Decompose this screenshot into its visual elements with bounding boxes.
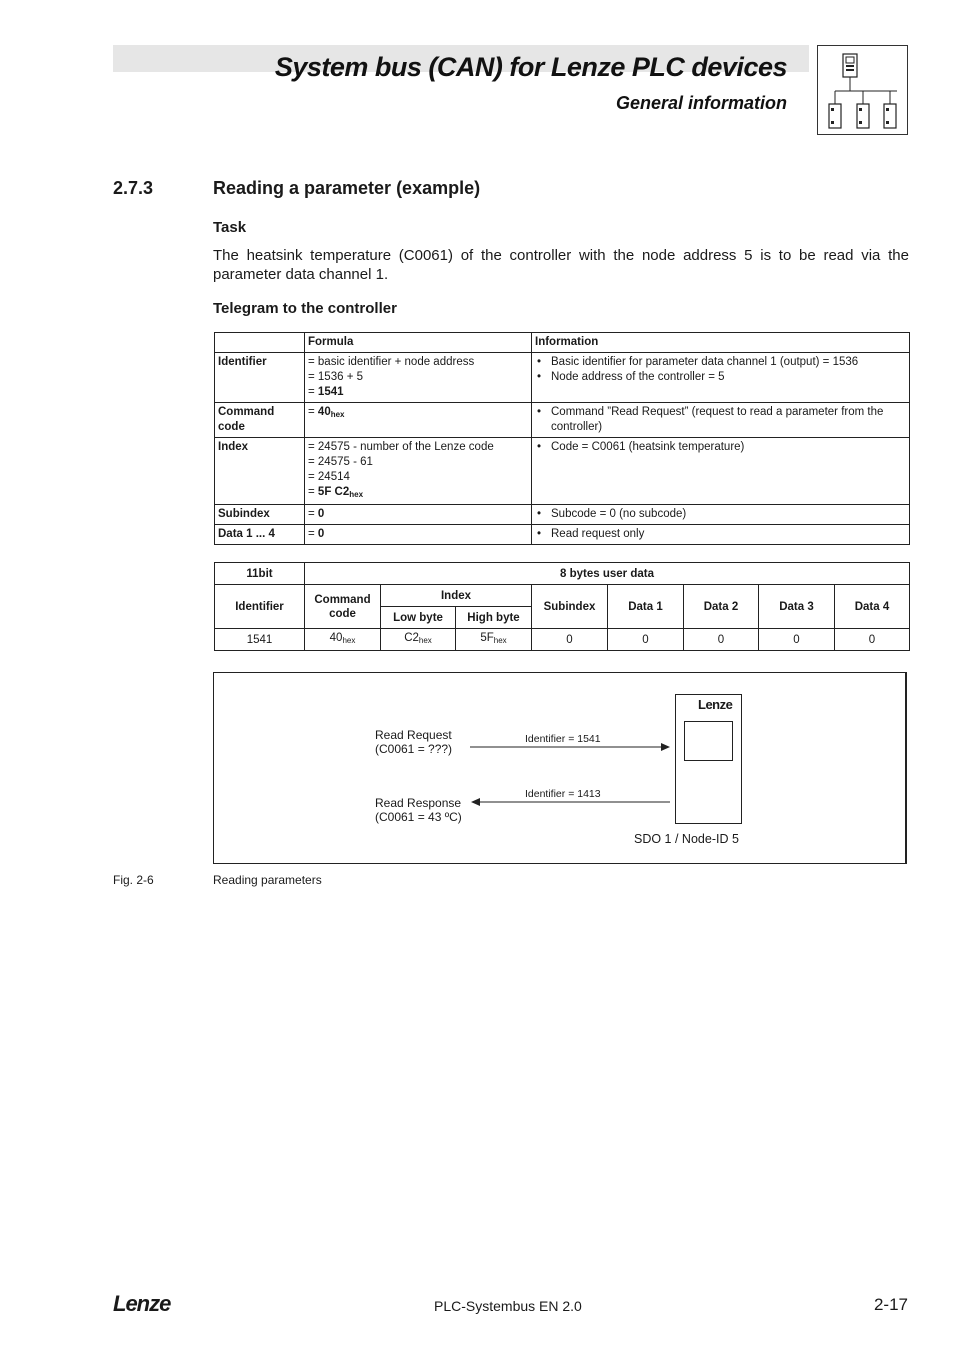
formula-prefix: = xyxy=(308,406,318,418)
formula-line: = 24575 - 61 xyxy=(308,456,373,468)
byte-value: 40 xyxy=(329,632,343,644)
formula-prefix: = xyxy=(308,386,318,398)
formula-result: 0 xyxy=(317,528,325,540)
command-header: Command code xyxy=(305,585,381,629)
task-text: The heatsink temperature (C0061) of the controller with the node address 5 is to be read via the parameter data channel 1. xyxy=(213,247,909,283)
data4-header: Data 4 xyxy=(835,585,910,629)
row-label: Data 1 ... 4 xyxy=(215,525,305,545)
hex-subscript: hex xyxy=(342,636,356,645)
task-heading: Task xyxy=(213,219,247,236)
bits-header: 11bit xyxy=(215,563,305,585)
hex-subscript: hex xyxy=(493,636,507,645)
read-response-line: Read Response xyxy=(375,796,462,810)
page-title: System bus (CAN) for Lenze PLC devices xyxy=(274,52,787,82)
figure-number: Fig. 2-6 xyxy=(113,873,154,887)
high-byte-header: High byte xyxy=(456,607,532,629)
device-caption: SDO 1 / Node-ID 5 xyxy=(634,832,739,846)
formula-prefix: = xyxy=(308,508,318,520)
subindex-header: Subindex xyxy=(532,585,608,629)
page-subtitle: General information xyxy=(615,93,787,113)
formula-result: 1541 xyxy=(317,386,344,398)
data3-header: Data 3 xyxy=(759,585,835,629)
section-title: Reading a parameter (example) xyxy=(213,178,481,198)
data4-value: 0 xyxy=(835,629,910,651)
formula-line: = 24514 xyxy=(308,471,350,483)
footer-document-name: PLC-Systembus EN 2.0 xyxy=(434,1298,582,1314)
identifier-header: Identifier xyxy=(215,585,305,629)
device-logo: Lenze xyxy=(698,697,733,712)
formula-line: = 24575 - number of the Lenze code xyxy=(308,441,494,453)
info-bullet: • Read request only xyxy=(535,527,906,542)
info-bullet: • Node address of the controller = 5 xyxy=(535,370,906,385)
formula-line: = 1536 + 5 xyxy=(308,371,363,383)
info-bullet: • Command ”Read Request” (request to read a parameter from the controller) xyxy=(535,405,906,435)
request-arrow xyxy=(470,743,670,751)
info-bullet: • Code = C0061 (heatsink temperature) xyxy=(535,440,906,455)
table-header-cell: Information xyxy=(532,333,910,353)
byte-value: 5F xyxy=(480,632,494,644)
row-label: Command code xyxy=(215,403,305,438)
formula-prefix: = xyxy=(308,528,318,540)
data2-value: 0 xyxy=(684,629,759,651)
read-request-value: (C0061 = ???) xyxy=(375,742,453,756)
telegram-heading: Telegram to the controller xyxy=(213,300,397,317)
data1-header: Data 1 xyxy=(608,585,684,629)
table-header-cell: Formula xyxy=(305,333,532,353)
hex-subscript: hex xyxy=(349,490,364,499)
response-identifier-label: Identifier = 1413 xyxy=(525,788,601,800)
footer-logo: Lenze xyxy=(113,1291,171,1316)
request-identifier-label: Identifier = 1541 xyxy=(525,733,601,745)
formula-prefix: = xyxy=(308,486,318,498)
page-number: 2-17 xyxy=(873,1295,908,1314)
user-data-header: 8 bytes user data xyxy=(305,563,910,585)
device-display xyxy=(684,721,733,761)
response-arrow xyxy=(471,798,670,806)
read-response-value: (C0061 = 43 ºC) xyxy=(375,810,462,824)
formula-result: 40 xyxy=(317,406,331,418)
formula-line: = basic identifier + node address xyxy=(308,356,475,368)
row-label: Identifier xyxy=(215,353,305,403)
data3-value: 0 xyxy=(759,629,835,651)
hex-subscript: hex xyxy=(330,410,345,419)
formula-result: 0 xyxy=(317,508,325,520)
data2-header: Data 2 xyxy=(684,585,759,629)
read-request-line: Read Request xyxy=(375,728,452,742)
info-bullet: • Basic identifier for parameter data channel 1 (output) = 1536 xyxy=(535,355,906,370)
identifier-value: 1541 xyxy=(215,629,305,651)
subindex-value: 0 xyxy=(532,629,608,651)
formula-result: 5F C2 xyxy=(317,486,350,498)
figure-caption: Reading parameters xyxy=(213,873,322,887)
section-number: 2.7.3 xyxy=(113,178,154,198)
info-bullet: • Subcode = 0 (no subcode) xyxy=(535,507,906,522)
hex-subscript: hex xyxy=(418,636,432,645)
row-label: Index xyxy=(215,438,305,505)
index-header: Index xyxy=(381,585,532,607)
row-label: Subindex xyxy=(215,505,305,525)
data1-value: 0 xyxy=(608,629,684,651)
low-byte-header: Low byte xyxy=(381,607,456,629)
byte-value: C2 xyxy=(404,632,419,644)
